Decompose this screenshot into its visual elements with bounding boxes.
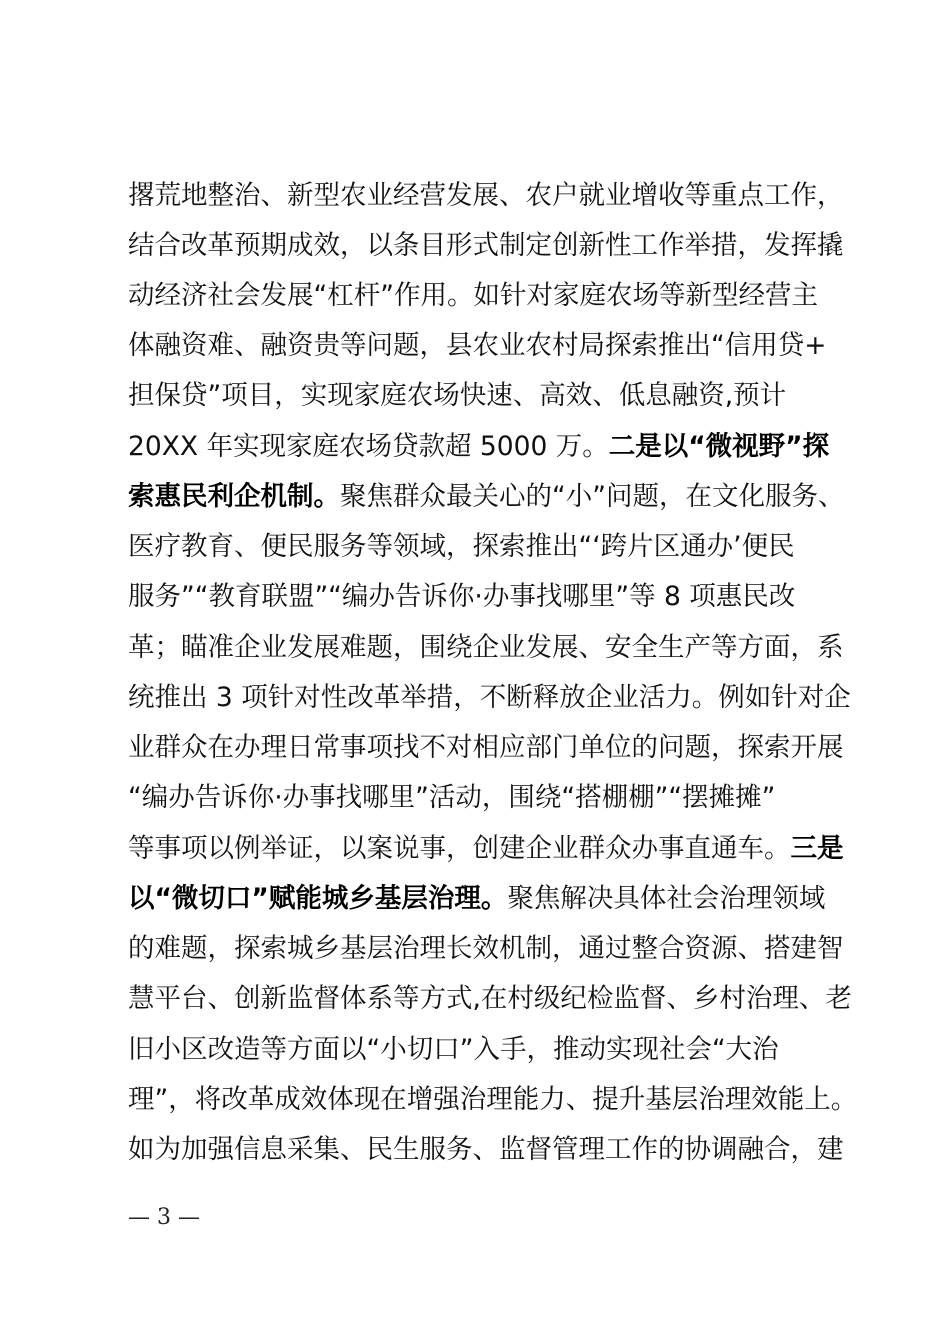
- line-text: 聚焦群众最关心的“小”问题，在文化服务、: [340, 481, 845, 512]
- line-text: 医疗教育、便民服务等领域，探索推出“‘跨片区通办’便民: [128, 531, 795, 562]
- bold-heading-text: 二是以“微视野”探: [608, 431, 830, 462]
- body-line: [128, 176, 844, 216]
- body-line: [128, 979, 852, 1019]
- line-text: 动经济社会发展“杠杆”作用。如针对家庭农场等新型经营主: [128, 280, 818, 311]
- line-text: 理”，将改革成效体现在增强治理能力、提升基层治理效能上。: [128, 1084, 858, 1115]
- line-text: 等事项以例举证，以案说事，创建企业群众办事直通车。: [128, 833, 791, 864]
- body-line: [128, 628, 844, 668]
- body-line: [128, 226, 844, 266]
- line-text: 担保贷”项目，实现家庭农场快速、高效、低息融资,预计: [128, 380, 787, 411]
- line-text: 体融资难、融资贵等问题，县农业农村局探索推出“信用贷+: [128, 330, 827, 361]
- body-line: [128, 678, 851, 718]
- body-line: [128, 929, 844, 969]
- line-text: “编办告诉你·办事找哪里”活动，围绕“搭棚棚”“摆摊摊”: [128, 782, 776, 813]
- line-text: 业群众在办理日常事项找不对相应部门单位的问题，探索开展: [128, 732, 844, 763]
- body-line: [128, 276, 818, 316]
- body-line: [128, 577, 795, 617]
- page-number: — 3 —: [128, 1205, 200, 1230]
- line-text: 如为加强信息采集、民生服务、监督管理工作的协调融合，建: [128, 1134, 844, 1165]
- line-text: 革；瞄准企业发展难题，围绕企业发展、安全生产等方面，系: [128, 632, 844, 663]
- body-line: [128, 376, 786, 416]
- line-text: 20XX 年实现家庭农场贷款超 5000 万。: [128, 431, 609, 462]
- body-line: [128, 477, 844, 517]
- line-text: 撂荒地整治、新型农业经营发展、农户就业增收等重点工作，: [128, 180, 844, 211]
- body-line: [128, 527, 795, 567]
- body-line: [128, 879, 825, 919]
- line-text: 旧小区改造等方面以“小切口”入手，推动实现社会“大治: [128, 1034, 779, 1065]
- body-line: [128, 326, 826, 366]
- line-text: 结合改革预期成效，以条目形式制定创新性工作举措，发挥撬: [128, 230, 844, 261]
- line-text: 服务”“教育联盟”“编办告诉你·办事找哪里”等 8 项惠民改: [128, 581, 796, 612]
- body-line: [128, 1080, 857, 1120]
- body-line: [128, 829, 844, 869]
- body-line: [128, 1030, 779, 1070]
- bold-heading-text: 三是: [790, 833, 844, 864]
- body-line: [128, 728, 844, 768]
- body-line: [128, 427, 829, 467]
- line-text: 慧平台、创新监督体系等方式,在村级纪检监督、乡村治理、老: [128, 983, 852, 1014]
- body-line: [128, 1130, 844, 1170]
- bold-heading-text: 以“微切口”赋能城乡基层治理。: [128, 883, 508, 914]
- body-line: [128, 778, 775, 818]
- line-text: 聚焦解决具体社会治理领域: [507, 883, 826, 914]
- bold-heading-text: 索惠民利企机制。: [128, 481, 340, 512]
- line-text: 的难题，探索城乡基层治理长效机制，通过整合资源、搭建智: [128, 933, 844, 964]
- line-text: 统推出 3 项针对性改革举措，不断释放企业活力。例如针对企: [128, 682, 851, 713]
